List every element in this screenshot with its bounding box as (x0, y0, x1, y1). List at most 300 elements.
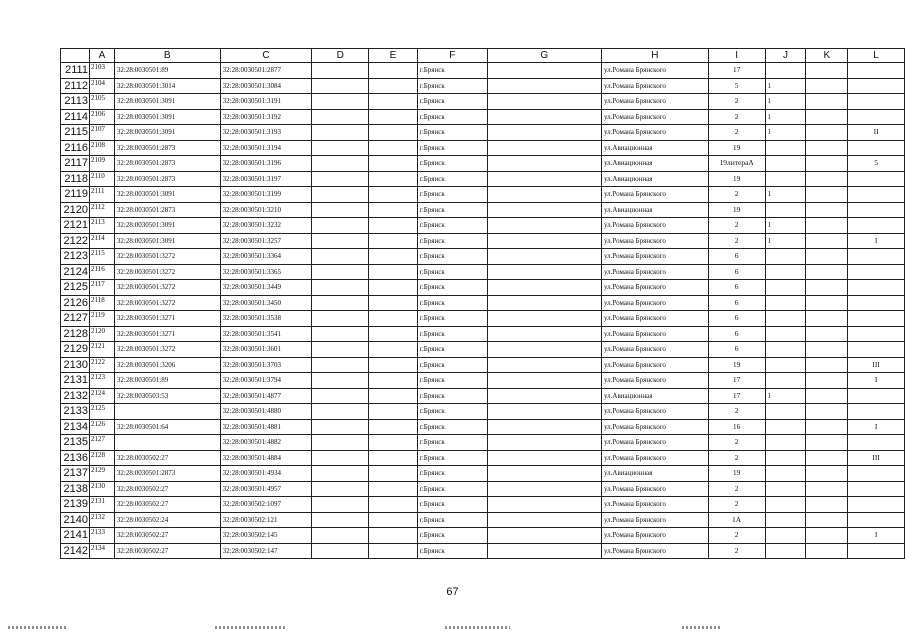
cell-b[interactable]: 32:28:0030501:2873 (114, 140, 220, 156)
cell-e[interactable] (369, 512, 418, 528)
cell-k[interactable] (806, 140, 848, 156)
cell-b[interactable] (114, 435, 220, 451)
cell-k[interactable] (806, 125, 848, 141)
cell-h[interactable]: ул.Романа Брянского (601, 94, 708, 110)
cell-d[interactable] (312, 373, 369, 389)
cell-j[interactable]: 1 (765, 125, 806, 141)
cell-h[interactable]: ул.Авиационная (601, 171, 708, 187)
cell-b[interactable]: 32:28:0030501:3272 (114, 280, 220, 296)
cell-e[interactable] (369, 373, 418, 389)
cell-l[interactable]: I (848, 419, 905, 435)
cell-b[interactable] (114, 404, 220, 420)
row-number[interactable]: 2127 (61, 311, 90, 327)
cell-h[interactable]: ул.Романа Брянского (601, 450, 708, 466)
row-number[interactable]: 2122 (61, 233, 90, 249)
cell-j[interactable] (765, 311, 806, 327)
cell-k[interactable] (806, 94, 848, 110)
cell-h[interactable]: ул.Романа Брянского (601, 342, 708, 358)
cell-h[interactable]: ул.Романа Брянского (601, 435, 708, 451)
cell-j[interactable] (765, 295, 806, 311)
cell-g[interactable] (487, 450, 601, 466)
cell-c[interactable]: 32:28:0030501:4881 (220, 419, 312, 435)
cell-g[interactable] (487, 280, 601, 296)
cell-c[interactable]: 32:28:0030501:3197 (220, 171, 312, 187)
cell-i[interactable]: 19 (708, 357, 765, 373)
cell-c[interactable]: 32:28:0030501:3196 (220, 156, 312, 172)
cell-l[interactable] (848, 435, 905, 451)
cell-i[interactable]: 2 (708, 109, 765, 125)
cell-b[interactable]: 32:28:0030502:27 (114, 497, 220, 513)
cell-c[interactable]: 32:28:0030501:3257 (220, 233, 312, 249)
cell-h[interactable]: ул.Авиационная (601, 388, 708, 404)
cell-e[interactable] (369, 528, 418, 544)
cell-j[interactable] (765, 202, 806, 218)
cell-c[interactable]: 32:28:0030502:121 (220, 512, 312, 528)
cell-l[interactable] (848, 280, 905, 296)
column-header-e[interactable]: E (369, 49, 418, 63)
cell-h[interactable]: ул.Романа Брянского (601, 187, 708, 203)
cell-a[interactable]: 2116 (89, 264, 114, 280)
cell-g[interactable] (487, 373, 601, 389)
cell-a[interactable]: 2110 (89, 171, 114, 187)
cell-a[interactable]: 2126 (89, 419, 114, 435)
cell-d[interactable] (312, 78, 369, 94)
cell-k[interactable] (806, 280, 848, 296)
cell-l[interactable]: III (848, 450, 905, 466)
cell-c[interactable]: 32:28:0030501:3601 (220, 342, 312, 358)
cell-k[interactable] (806, 63, 848, 79)
cell-a[interactable]: 2120 (89, 326, 114, 342)
cell-c[interactable]: 32:28:0030501:3193 (220, 125, 312, 141)
column-header-a[interactable]: A (89, 49, 114, 63)
cell-h[interactable]: ул.Романа Брянского (601, 264, 708, 280)
cell-h[interactable]: ул.Романа Брянского (601, 109, 708, 125)
cell-b[interactable]: 32:28:0030501:2873 (114, 466, 220, 482)
cell-d[interactable] (312, 187, 369, 203)
cell-c[interactable]: 32:28:0030501:3194 (220, 140, 312, 156)
cell-g[interactable] (487, 404, 601, 420)
cell-e[interactable] (369, 187, 418, 203)
cell-e[interactable] (369, 94, 418, 110)
row-number[interactable]: 2128 (61, 326, 90, 342)
cell-j[interactable]: 1 (765, 218, 806, 234)
cell-c[interactable]: 32:28:0030501:4877 (220, 388, 312, 404)
cell-a[interactable]: 2134 (89, 543, 114, 559)
cell-l[interactable] (848, 171, 905, 187)
cell-d[interactable] (312, 140, 369, 156)
cell-f[interactable]: г.Брянск (417, 125, 487, 141)
cell-h[interactable]: ул.Романа Брянского (601, 125, 708, 141)
row-number[interactable]: 2126 (61, 295, 90, 311)
cell-i[interactable]: 2 (708, 450, 765, 466)
cell-f[interactable]: г.Брянск (417, 497, 487, 513)
cell-c[interactable]: 32:28:0030501:3703 (220, 357, 312, 373)
cell-d[interactable] (312, 94, 369, 110)
cell-k[interactable] (806, 78, 848, 94)
cell-k[interactable] (806, 187, 848, 203)
row-number[interactable]: 2131 (61, 373, 90, 389)
cell-a[interactable]: 2114 (89, 233, 114, 249)
cell-l[interactable] (848, 543, 905, 559)
cell-c[interactable]: 32:28:0030501:3449 (220, 280, 312, 296)
cell-c[interactable]: 32:28:0030501:3541 (220, 326, 312, 342)
cell-l[interactable] (848, 187, 905, 203)
cell-l[interactable]: 5 (848, 156, 905, 172)
cell-e[interactable] (369, 140, 418, 156)
cell-d[interactable] (312, 326, 369, 342)
cell-k[interactable] (806, 528, 848, 544)
cell-e[interactable] (369, 264, 418, 280)
cell-k[interactable] (806, 404, 848, 420)
cell-b[interactable]: 32:28:0030501:3091 (114, 109, 220, 125)
cell-d[interactable] (312, 280, 369, 296)
cell-a[interactable]: 2130 (89, 481, 114, 497)
cell-e[interactable] (369, 497, 418, 513)
cell-h[interactable]: ул.Романа Брянского (601, 326, 708, 342)
cell-l[interactable] (848, 466, 905, 482)
cell-f[interactable]: г.Брянск (417, 295, 487, 311)
cell-k[interactable] (806, 156, 848, 172)
cell-f[interactable]: г.Брянск (417, 388, 487, 404)
cell-e[interactable] (369, 295, 418, 311)
cell-a[interactable]: 2121 (89, 342, 114, 358)
cell-c[interactable]: 32:28:0030501:3538 (220, 311, 312, 327)
cell-l[interactable] (848, 249, 905, 265)
cell-k[interactable] (806, 388, 848, 404)
cell-i[interactable]: 19 (708, 171, 765, 187)
cell-g[interactable] (487, 512, 601, 528)
cell-l[interactable]: II (848, 125, 905, 141)
cell-d[interactable] (312, 497, 369, 513)
cell-a[interactable]: 2107 (89, 125, 114, 141)
cell-k[interactable] (806, 373, 848, 389)
cell-j[interactable] (765, 404, 806, 420)
cell-g[interactable] (487, 528, 601, 544)
cell-i[interactable]: 6 (708, 280, 765, 296)
row-number[interactable]: 2133 (61, 404, 90, 420)
cell-h[interactable]: ул.Романа Брянского (601, 233, 708, 249)
corner-cell[interactable] (61, 49, 90, 63)
cell-l[interactable] (848, 295, 905, 311)
cell-f[interactable]: г.Брянск (417, 156, 487, 172)
cell-b[interactable]: 32:28:0030501:3091 (114, 218, 220, 234)
cell-k[interactable] (806, 357, 848, 373)
cell-l[interactable] (848, 264, 905, 280)
cell-g[interactable] (487, 233, 601, 249)
cell-c[interactable]: 32:28:0030501:4884 (220, 450, 312, 466)
cell-g[interactable] (487, 156, 601, 172)
cell-a[interactable]: 2113 (89, 218, 114, 234)
cell-l[interactable] (848, 512, 905, 528)
cell-c[interactable]: 32:28:0030502:147 (220, 543, 312, 559)
cell-d[interactable] (312, 543, 369, 559)
cell-j[interactable] (765, 357, 806, 373)
cell-i[interactable]: 19 (708, 202, 765, 218)
cell-f[interactable]: г.Брянск (417, 373, 487, 389)
cell-e[interactable] (369, 435, 418, 451)
cell-f[interactable]: г.Брянск (417, 218, 487, 234)
cell-k[interactable] (806, 466, 848, 482)
cell-b[interactable]: 32:28:0030501:3272 (114, 264, 220, 280)
cell-b[interactable]: 32:28:0030501:2873 (114, 202, 220, 218)
cell-g[interactable] (487, 78, 601, 94)
row-number[interactable]: 2115 (61, 125, 90, 141)
cell-a[interactable]: 2119 (89, 311, 114, 327)
row-number[interactable]: 2130 (61, 357, 90, 373)
cell-k[interactable] (806, 218, 848, 234)
column-header-f[interactable]: F (417, 49, 487, 63)
cell-g[interactable] (487, 357, 601, 373)
cell-j[interactable] (765, 264, 806, 280)
cell-b[interactable]: 32:28:0030501:3206 (114, 357, 220, 373)
cell-g[interactable] (487, 295, 601, 311)
column-header-c[interactable]: C (220, 49, 312, 63)
row-number[interactable]: 2138 (61, 481, 90, 497)
row-number[interactable]: 2114 (61, 109, 90, 125)
cell-i[interactable]: 17 (708, 388, 765, 404)
cell-e[interactable] (369, 450, 418, 466)
cell-a[interactable]: 2122 (89, 357, 114, 373)
cell-i[interactable]: 2 (708, 481, 765, 497)
cell-g[interactable] (487, 326, 601, 342)
cell-j[interactable] (765, 497, 806, 513)
cell-k[interactable] (806, 233, 848, 249)
cell-h[interactable]: ул.Романа Брянского (601, 419, 708, 435)
cell-i[interactable]: 1А (708, 512, 765, 528)
cell-l[interactable]: III (848, 357, 905, 373)
row-number[interactable]: 2123 (61, 249, 90, 265)
cell-k[interactable] (806, 342, 848, 358)
cell-g[interactable] (487, 202, 601, 218)
cell-e[interactable] (369, 342, 418, 358)
cell-e[interactable] (369, 156, 418, 172)
cell-f[interactable]: г.Брянск (417, 528, 487, 544)
cell-k[interactable] (806, 497, 848, 513)
row-number[interactable]: 2120 (61, 202, 90, 218)
cell-a[interactable]: 2108 (89, 140, 114, 156)
cell-k[interactable] (806, 249, 848, 265)
cell-f[interactable]: г.Брянск (417, 342, 487, 358)
cell-h[interactable]: ул.Романа Брянского (601, 481, 708, 497)
cell-h[interactable]: ул.Романа Брянского (601, 543, 708, 559)
cell-i[interactable]: 2 (708, 125, 765, 141)
cell-d[interactable] (312, 218, 369, 234)
cell-k[interactable] (806, 435, 848, 451)
cell-f[interactable]: г.Брянск (417, 187, 487, 203)
cell-h[interactable]: ул.Романа Брянского (601, 78, 708, 94)
cell-f[interactable]: г.Брянск (417, 63, 487, 79)
row-number[interactable]: 2124 (61, 264, 90, 280)
cell-b[interactable]: 32:28:0030502:27 (114, 481, 220, 497)
cell-h[interactable]: ул.Романа Брянского (601, 311, 708, 327)
cell-b[interactable]: 32:28:0030503:53 (114, 388, 220, 404)
cell-c[interactable]: 32:28:0030502:1097 (220, 497, 312, 513)
cell-d[interactable] (312, 264, 369, 280)
cell-f[interactable]: г.Брянск (417, 481, 487, 497)
cell-k[interactable] (806, 512, 848, 528)
cell-c[interactable]: 32:28:0030501:3794 (220, 373, 312, 389)
cell-a[interactable]: 2128 (89, 450, 114, 466)
cell-b[interactable]: 32:28:0030501:89 (114, 63, 220, 79)
cell-c[interactable]: 32:28:0030501:3199 (220, 187, 312, 203)
cell-j[interactable] (765, 249, 806, 265)
cell-l[interactable]: I (848, 528, 905, 544)
cell-h[interactable]: ул.Романа Брянского (601, 63, 708, 79)
cell-e[interactable] (369, 125, 418, 141)
cell-d[interactable] (312, 512, 369, 528)
cell-h[interactable]: ул.Романа Брянского (601, 404, 708, 420)
cell-i[interactable]: 16 (708, 419, 765, 435)
cell-g[interactable] (487, 481, 601, 497)
row-number[interactable]: 2137 (61, 466, 90, 482)
cell-i[interactable]: 6 (708, 342, 765, 358)
cell-a[interactable]: 2109 (89, 156, 114, 172)
cell-l[interactable] (848, 202, 905, 218)
cell-g[interactable] (487, 497, 601, 513)
cell-f[interactable]: г.Брянск (417, 233, 487, 249)
cell-h[interactable]: ул.Авиационная (601, 156, 708, 172)
cell-d[interactable] (312, 249, 369, 265)
cell-b[interactable]: 32:28:0030501:3271 (114, 311, 220, 327)
cell-h[interactable]: ул.Романа Брянского (601, 295, 708, 311)
cell-a[interactable]: 2124 (89, 388, 114, 404)
cell-f[interactable]: г.Брянск (417, 326, 487, 342)
cell-h[interactable]: ул.Авиационная (601, 466, 708, 482)
cell-l[interactable] (848, 140, 905, 156)
cell-e[interactable] (369, 404, 418, 420)
cell-k[interactable] (806, 481, 848, 497)
cell-h[interactable]: ул.Романа Брянского (601, 357, 708, 373)
cell-c[interactable]: 32:28:0030501:3192 (220, 109, 312, 125)
cell-g[interactable] (487, 140, 601, 156)
cell-j[interactable]: 1 (765, 233, 806, 249)
row-number[interactable]: 2121 (61, 218, 90, 234)
cell-l[interactable] (848, 311, 905, 327)
cell-j[interactable] (765, 466, 806, 482)
cell-g[interactable] (487, 109, 601, 125)
cell-l[interactable]: I (848, 233, 905, 249)
cell-a[interactable]: 2112 (89, 202, 114, 218)
row-number[interactable]: 2140 (61, 512, 90, 528)
cell-i[interactable]: 2 (708, 528, 765, 544)
cell-b[interactable]: 32:28:0030501:89 (114, 373, 220, 389)
cell-f[interactable]: г.Брянск (417, 466, 487, 482)
cell-c[interactable]: 32:28:0030501:2877 (220, 63, 312, 79)
cell-d[interactable] (312, 171, 369, 187)
cell-h[interactable]: ул.Романа Брянского (601, 497, 708, 513)
cell-i[interactable]: 6 (708, 311, 765, 327)
cell-f[interactable]: г.Брянск (417, 419, 487, 435)
column-header-b[interactable]: B (114, 49, 220, 63)
cell-i[interactable]: 2 (708, 233, 765, 249)
cell-g[interactable] (487, 218, 601, 234)
cell-j[interactable]: 1 (765, 78, 806, 94)
cell-j[interactable] (765, 140, 806, 156)
cell-e[interactable] (369, 388, 418, 404)
cell-k[interactable] (806, 264, 848, 280)
cell-g[interactable] (487, 419, 601, 435)
cell-f[interactable]: г.Брянск (417, 78, 487, 94)
cell-d[interactable] (312, 233, 369, 249)
cell-e[interactable] (369, 357, 418, 373)
cell-a[interactable]: 2133 (89, 528, 114, 544)
cell-c[interactable]: 32:28:0030501:3191 (220, 94, 312, 110)
column-header-j[interactable]: J (765, 49, 806, 63)
cell-h[interactable]: ул.Романа Брянского (601, 512, 708, 528)
cell-f[interactable]: г.Брянск (417, 435, 487, 451)
cell-g[interactable] (487, 311, 601, 327)
row-number[interactable]: 2141 (61, 528, 90, 544)
row-number[interactable]: 2118 (61, 171, 90, 187)
cell-b[interactable]: 32:28:0030502:27 (114, 528, 220, 544)
cell-g[interactable] (487, 435, 601, 451)
row-number[interactable]: 2116 (61, 140, 90, 156)
cell-d[interactable] (312, 125, 369, 141)
cell-e[interactable] (369, 326, 418, 342)
column-header-g[interactable]: G (487, 49, 601, 63)
cell-f[interactable]: г.Брянск (417, 264, 487, 280)
cell-k[interactable] (806, 543, 848, 559)
cell-e[interactable] (369, 63, 418, 79)
cell-e[interactable] (369, 311, 418, 327)
cell-i[interactable]: 6 (708, 264, 765, 280)
cell-i[interactable]: 2 (708, 404, 765, 420)
cell-h[interactable]: ул.Романа Брянского (601, 249, 708, 265)
cell-l[interactable]: I (848, 373, 905, 389)
row-number[interactable]: 2142 (61, 543, 90, 559)
cell-a[interactable]: 2118 (89, 295, 114, 311)
cell-i[interactable]: 6 (708, 326, 765, 342)
cell-d[interactable] (312, 419, 369, 435)
cell-k[interactable] (806, 311, 848, 327)
cell-j[interactable] (765, 171, 806, 187)
cell-b[interactable]: 32:28:0030501:3271 (114, 326, 220, 342)
cell-j[interactable] (765, 63, 806, 79)
cell-i[interactable]: 19 (708, 466, 765, 482)
cell-b[interactable]: 32:28:0030502:27 (114, 543, 220, 559)
cell-l[interactable] (848, 388, 905, 404)
cell-c[interactable]: 32:28:0030501:4957 (220, 481, 312, 497)
cell-d[interactable] (312, 435, 369, 451)
cell-d[interactable] (312, 156, 369, 172)
cell-b[interactable]: 32:28:0030501:3272 (114, 249, 220, 265)
cell-j[interactable]: 1 (765, 388, 806, 404)
cell-a[interactable]: 2125 (89, 404, 114, 420)
cell-a[interactable]: 2105 (89, 94, 114, 110)
cell-a[interactable]: 2115 (89, 249, 114, 265)
cell-b[interactable]: 32:28:0030502:27 (114, 450, 220, 466)
cell-a[interactable]: 2127 (89, 435, 114, 451)
cell-j[interactable] (765, 280, 806, 296)
cell-i[interactable]: 5 (708, 78, 765, 94)
cell-f[interactable]: г.Брянск (417, 171, 487, 187)
cell-f[interactable]: г.Брянск (417, 404, 487, 420)
cell-i[interactable]: 6 (708, 249, 765, 265)
cell-d[interactable] (312, 295, 369, 311)
cell-c[interactable]: 32:28:0030501:3365 (220, 264, 312, 280)
cell-i[interactable]: 2 (708, 187, 765, 203)
cell-g[interactable] (487, 125, 601, 141)
row-number[interactable]: 2119 (61, 187, 90, 203)
cell-d[interactable] (312, 357, 369, 373)
cell-k[interactable] (806, 202, 848, 218)
cell-f[interactable]: г.Брянск (417, 357, 487, 373)
cell-a[interactable]: 2129 (89, 466, 114, 482)
column-header-h[interactable]: H (601, 49, 708, 63)
cell-j[interactable] (765, 512, 806, 528)
cell-j[interactable]: 1 (765, 94, 806, 110)
column-header-k[interactable]: K (806, 49, 848, 63)
